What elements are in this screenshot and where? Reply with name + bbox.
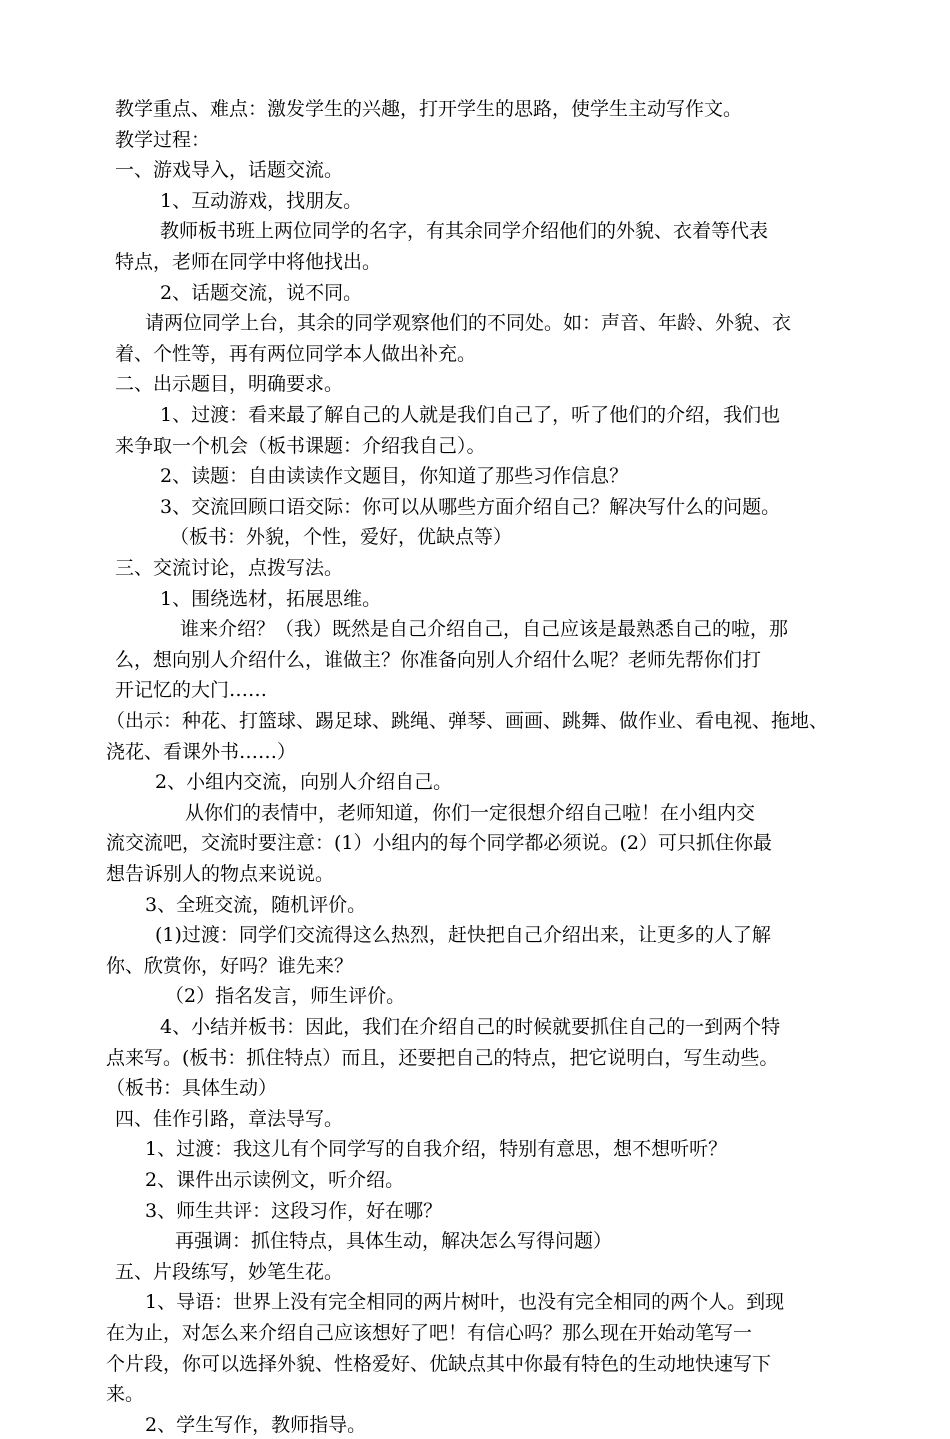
text-line: 2、小组内交流，向别人介绍自己。 xyxy=(155,771,453,794)
text-line: 着、个性等，再有两位同学本人做出补充。 xyxy=(115,342,477,365)
text-line: 2、读题：自由读读作文题目，你知道了那些习作信息？ xyxy=(160,465,629,488)
section-heading: 四、佳作引路，章法导写。 xyxy=(115,1107,344,1130)
section-heading: 一、游戏导入，话题交流。 xyxy=(115,159,344,182)
text-line: 2、话题交流，说不同。 xyxy=(160,281,363,304)
text-line: 请两位同学上台，其余的同学观察他们的不同处。如：声音、年龄、外貌、衣 xyxy=(145,312,792,335)
text-line: 浇花、看课外书……） xyxy=(106,740,297,763)
text-line: 来。 xyxy=(106,1383,145,1406)
text-line: 么，想向别人介绍什么，谁做主？你准备向别人介绍什么呢？老师先帮你们打 xyxy=(115,648,762,671)
text-line: 2、课件出示读例文，听介绍。 xyxy=(145,1169,405,1191)
text-line: 来争取一个机会（板书课题：介绍我自己）。 xyxy=(115,434,486,457)
text-line: 你、欣赏你，好吗？谁先来？ xyxy=(106,954,354,977)
text-line: 1、过渡：看来最了解自己的人就是我们自己了，听了他们的介绍，我们也 xyxy=(160,404,781,426)
text-line: 点来写。(板书：抓住特点）而且，还要把自己的特点，把它说明白，写生动些。 xyxy=(106,1046,779,1069)
text-line: 想告诉别人的物点来说说。 xyxy=(106,863,335,885)
text-line: 1、围绕选材，拓展思维。 xyxy=(160,587,382,610)
text-line: （2）指名发言，师生评价。 xyxy=(165,985,406,1008)
text-line: 从你们的表情中，老师知道，你们一定很想介绍自己啦！在小组内交 xyxy=(185,801,756,824)
text-line: 3、全班交流，随机评价。 xyxy=(145,893,367,916)
text-line: 开记忆的大门…… xyxy=(115,679,268,702)
text-line: 4、小结并板书：因此，我们在介绍自己的时候就要抓住自己的一到两个特 xyxy=(160,1016,781,1038)
text-line: 教师板书班上两位同学的名字，有其余同学介绍他们的外貌、衣着等代表 xyxy=(160,220,769,243)
text-line: 2、学生写作，教师指导。 xyxy=(145,1413,367,1436)
section-heading: 五、片段练写，妙笔生花。 xyxy=(115,1260,344,1283)
text-line: 3、交流回顾口语交际：你可以从哪些方面介绍自己？解决写什么的问题。 xyxy=(160,495,781,518)
text-line: （出示：种花、打篮球、踢足球、跳绳、弹琴、画画、跳舞、做作业、看电视、拖地、 xyxy=(106,710,829,732)
text-line: （板书：具体生动） xyxy=(106,1077,278,1100)
text-line: 教学重点、难点：激发学生的兴趣，打开学生的思路，使学生主动写作文。 xyxy=(115,98,743,120)
text-line: 3、师生共评：这段习作，好在哪？ xyxy=(145,1199,443,1222)
text-line: （板书：外貌，个性，爱好，优缺点等） xyxy=(170,526,513,549)
text-line: 在为止，对怎么来介绍自己应该想好了吧！有信心吗？那么现在开始动笔写一 xyxy=(106,1322,753,1344)
text-line: 再强调：抓住特点，具体生动，解决怎么写得问题） xyxy=(175,1230,613,1253)
text-line: 个片段，你可以选择外貌、性格爱好、优缺点其中你最有特色的生动地快速写下 xyxy=(106,1352,772,1375)
text-line: 教学过程： xyxy=(115,128,211,151)
text-line: (1)过渡：同学们交流得这么热烈，赶快把自己介绍出来，让更多的人了解 xyxy=(155,924,771,947)
section-heading: 二、出示题目，明确要求。 xyxy=(115,373,344,396)
text-line: 1、过渡：我这儿有个同学写的自我介绍，特别有意思，想不想听听？ xyxy=(145,1138,728,1161)
text-line: 特点，老师在同学中将他找出。 xyxy=(115,251,382,273)
section-heading: 三、交流讨论，点拨写法。 xyxy=(115,557,344,579)
text-line: 流交流吧，交流时要注意：(1）小组内的每个同学都必须说。(2）可只抓住你最 xyxy=(106,832,773,855)
text-line: 1、互动游戏，找朋友。 xyxy=(160,189,363,212)
text-line: 1、导语：世界上没有完全相同的两片树叶，也没有完全相同的两个人。到现 xyxy=(145,1291,785,1314)
text-line: 谁来介绍？（我）既然是自己介绍自己，自己应该是最熟悉自己的啦，那 xyxy=(180,618,789,641)
